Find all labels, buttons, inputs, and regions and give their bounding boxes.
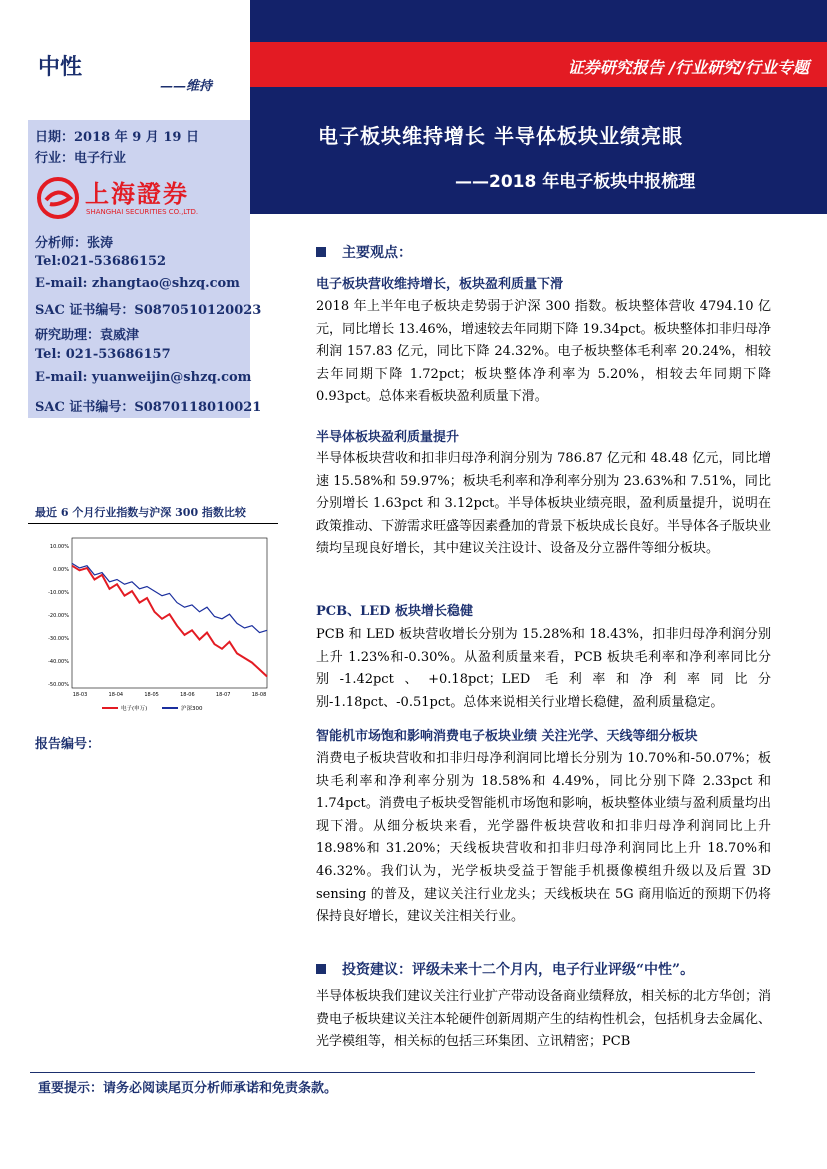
- paragraph-1: 2018 年上半年电子板块走势弱于沪深 300 指数。板块整体营收 4794.10 亿元，同比增长 13.46%，增速较去年同期下降 19.34pct。板块整体扣非归母净利润 157.83 亿元，同比下降 24.32%。电子板块整体毛利率 20.24%，相较去年同期下降 1.72pct；板块整体净利率为 5.20%，相较去年同期下降 0.93pct。总体来看板块盈利质量下滑。: [316, 299, 771, 405]
- y-tick-label: -10.00%: [48, 590, 69, 596]
- analyst-tel: Tel:021-53686152: [35, 254, 167, 269]
- main-points-heading: 主要观点：: [342, 245, 412, 261]
- report-subtitle: ——2018 年电子板块中报梳理: [455, 172, 696, 192]
- series-line: [72, 563, 267, 632]
- paragraph-5: 半导体板块我们建议关注行业扩产带动设备商业绩释放，相关标的北方华创；消费电子板块建议关注本轮硬件创新周期产生的结构性机会，包括机身去金属化、光学模组等，相关标的包括三环集团、立讯精密；PCB: [316, 989, 772, 1050]
- legend-label: 电子(申万): [121, 706, 148, 712]
- bullet-icon: [316, 247, 326, 257]
- x-tick-label: 18-05: [144, 692, 159, 698]
- x-tick-label: 18-08: [251, 692, 267, 698]
- assistant-sac: SAC 证书编号：S0870118010021: [35, 400, 262, 415]
- assistant: 研究助理：袁威津: [35, 328, 140, 343]
- analyst-sac: SAC 证书编号：S0870510120023: [35, 303, 262, 318]
- bullet-icon: [316, 964, 326, 974]
- assistant-email: E-mail: yuanweijin@shzq.com: [35, 370, 252, 385]
- chart-divider: [28, 523, 278, 524]
- paragraph-4: 消费电子板块营收和扣非归母净利润同比增长分别为 10.70%和-50.07%；板块毛利率和净利率分别为 18.58%和 4.49%，同比分别下降 2.33pct 和 1.74pct。消费电子板块受智能机市场饱和影响，板块整体业绩与盈利质量均出现下滑。从细分板块来看，光学器件板块营收和扣非归母净利润同比上升 18.98%和 31.20%；天线板块营收和扣非归母净利润同比上升 18.70%和 46.32%。我们认为，光学板块受益于智能手机摄像模组升级以及后置 3D sensing 的普及，建议关注行业龙头；天线板块在 5G 商用临近的预期下仍将保持良好增长，建议关注相关行业。: [316, 751, 771, 925]
- legend-label: 沪深300: [181, 706, 203, 712]
- y-tick-label: -30.00%: [48, 636, 69, 642]
- report-date: 日期：2018 年 9 月 19 日: [35, 130, 199, 145]
- report-title: 电子板块维持增长 半导体板块业绩亮眼: [318, 124, 683, 148]
- industry: 行业：电子行业: [35, 151, 127, 166]
- y-tick-label: -20.00%: [48, 613, 69, 619]
- rating-change: ——维持: [160, 79, 213, 94]
- chart-title: 最近 6 个月行业指数与沪深 300 指数比较: [35, 506, 246, 519]
- rating: 中性: [38, 54, 83, 80]
- x-tick-label: 18-07: [215, 692, 231, 698]
- analyst-email: E-mail: zhangtao@shzq.com: [35, 276, 240, 291]
- section-heading-3: PCB、LED 板块增长稳健: [316, 604, 473, 619]
- logo-english: SHANGHAI SECURITIES CO.,LTD.: [86, 208, 199, 216]
- report-type: 证券研究报告 /行业研究/行业专题: [567, 58, 809, 77]
- report-number: 报告编号：: [35, 737, 101, 752]
- footer-divider: [30, 1072, 755, 1073]
- section-heading-4: 智能机市场饱和影响消费电子板块业绩 关注光学、天线等细分板块: [316, 729, 698, 744]
- section-heading-1: 电子板块营收维持增长，板块盈利质量下滑: [316, 277, 564, 292]
- series-line: [72, 566, 267, 677]
- footer-note: 重要提示：请务必阅读尾页分析师承诺和免责条款。: [38, 1081, 338, 1096]
- logo-icon: [36, 176, 80, 220]
- x-tick-label: 18-04: [108, 692, 124, 698]
- logo-text: 上海證券: [85, 179, 189, 208]
- paragraph-3: PCB 和 LED 板块营收增长分别为 15.28%和 18.43%，扣非归母净利润分别上升 1.23%和-0.30%。从盈利质量来看，PCB 板块毛利率和净利率同比分别-1.42pct、+0.18pct；LED 毛利率和净利率同比分别-1.18pct、-0.51pct。总体来说相关行业增长稳健，盈利质量稳定。: [316, 627, 771, 710]
- section-heading-2: 半导体板块盈利质量提升: [316, 430, 460, 445]
- assistant-tel: Tel: 021-53686157: [35, 347, 171, 362]
- y-tick-label: 0.00%: [53, 567, 69, 573]
- x-tick-label: 18-03: [72, 692, 88, 698]
- analyst: 分析师：张涛: [35, 236, 114, 251]
- x-tick-label: 18-06: [180, 692, 195, 698]
- investment-advice-heading: 投资建议：评级未来十二个月内，电子行业评级“中性”。: [342, 962, 695, 978]
- y-tick-label: -40.00%: [48, 659, 69, 665]
- paragraph-2: 半导体板块营收和扣非归母净利润分别为 786.87 亿元和 48.48 亿元，同比增速 15.58%和 59.97%；板块毛利率和净利率分别为 23.63%和 7.51%，同比分别增长 1.63pct 和 3.12pct。半导体板块业绩亮眼，盈利质量提升，说明在政策推动、下游需求旺盛等因素叠加的背景下板块成长良好。半导体各子版块业绩均呈现良好增长，其中建议关注设计、设备及分立器件等细分板块。: [316, 451, 772, 557]
- y-tick-label: 10.00%: [49, 544, 69, 550]
- chart-plot-area: [72, 538, 267, 688]
- y-tick-label: -50.00%: [48, 682, 69, 688]
- index-comparison-chart: [32, 528, 277, 728]
